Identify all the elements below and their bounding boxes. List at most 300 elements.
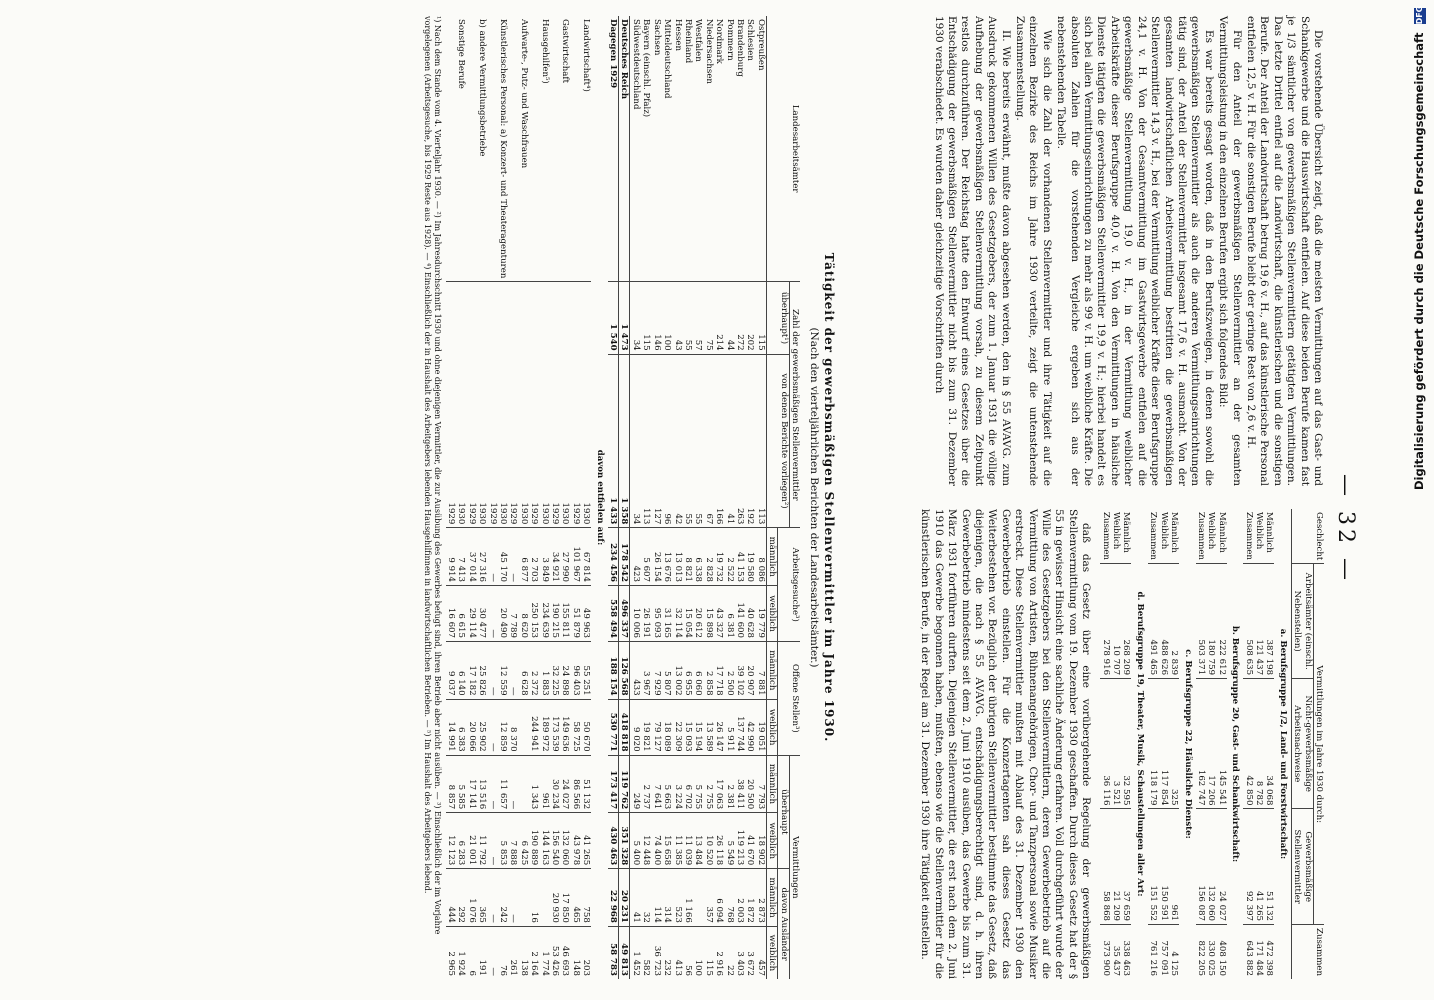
table-cell: 491 465 (1148, 564, 1158, 679)
group-title: d. Berufsgruppe 19, Theater, Musik, Schaustellungen aller Art: (1134, 591, 1145, 897)
table-cell: 4 125 (1169, 925, 1179, 979)
table-cell: 115 (703, 926, 713, 979)
table-row (1206, 509, 1216, 979)
breakdown-row (446, 16, 456, 979)
table-cell: 8 857 (446, 755, 456, 813)
table-row (641, 16, 651, 979)
breakdown-row (477, 16, 487, 979)
table-cell: 43 327 (714, 585, 724, 641)
table-row (1121, 509, 1131, 979)
table-cell: 1 076 (466, 869, 476, 927)
table-cell: 21 001 (466, 813, 476, 869)
table-cell: 22 968 (608, 869, 619, 927)
table-cell: 49 963 (581, 585, 591, 641)
table-cell: 465 (570, 869, 580, 927)
table-row (1158, 509, 1168, 979)
table-cell: 373 900 (1100, 925, 1110, 979)
dfg-logo: DFG (1414, 5, 1424, 25)
table-cell: — (508, 528, 518, 586)
table-cell: 25 826 (477, 642, 487, 700)
row-label: Dagegen 1929 (608, 16, 619, 282)
table-cell: 41 670 (745, 813, 755, 869)
table-cell: 582 (641, 926, 651, 979)
table-cell: 141 600 (735, 585, 745, 641)
table-cell: 1 924 (456, 926, 466, 979)
table-cell: 20 066 (466, 699, 476, 755)
left-paragraph: II. Wie bereits erwähnt, mußte davon abgesehen werden, den in § 55 AVAVG. zum Ausdruck gekommenen Willen des Gesetzgebers, der zum 1. Januar 1931 die völlige Aufhebung der gewerbsmäßigen Stellenvermittlung vorsah, zu diesem Zeitpunkt restlos durchzuführen. Der Reichstag hatte den Entwurf eines Gesetzes über die Entschädigung der gewerbsmäßigen Stellenvermittler nicht bis zum 31. Dezember 1930 verabschiedet. Es wurden daher gleichzeitige Vorschriften durch (932, 16, 1012, 486)
table-row (735, 16, 745, 979)
table-cell: 13 013 (672, 528, 682, 586)
table-cell: 7 888 (508, 813, 518, 869)
table-cell: 444 (446, 869, 456, 927)
table-cell: 171 484 (1254, 925, 1264, 979)
year-cell: 1929 (570, 282, 580, 528)
table-cell: 36 116 (1100, 679, 1110, 809)
table-cell: 191 (477, 926, 487, 979)
table-cell: 6 383 (456, 699, 466, 755)
row-label: Zusammen (1195, 512, 1206, 560)
table-cell: 12 859 (498, 699, 508, 755)
group-title-row (1227, 509, 1243, 979)
table-cell: 1 883 (539, 642, 549, 700)
table-cell: 51 879 (570, 585, 580, 641)
table-cell: 17 182 (466, 642, 476, 700)
table-cell: 32 (641, 869, 651, 927)
table-cell: 38 411 (735, 755, 745, 813)
year-cell: 1930 (456, 282, 466, 528)
table-cell: 114 (651, 869, 661, 927)
table-cell: 3 403 (735, 926, 745, 979)
table-cell: 17 206 (1206, 679, 1216, 809)
table-cell: 6 140 (456, 642, 466, 700)
table-cell: 20 930 (550, 869, 560, 927)
table-cell: 1 343 (529, 755, 539, 813)
col-m: männlich (766, 528, 777, 586)
table-cell: 15 093 (683, 699, 693, 755)
row-label: b) andere Vermittlungsbetriebe (477, 19, 488, 157)
table-cell: 7 929 (651, 642, 661, 700)
table-cell: 2 755 (703, 755, 713, 813)
breakdown-title-row (591, 16, 607, 979)
table-cell: 418 818 (619, 699, 630, 755)
table-cell: 214 (714, 282, 724, 354)
row-label: Künstlerisches Personal: a) Konzert- und Theateragenturen (498, 19, 509, 279)
table-cell: 43 978 (570, 813, 580, 869)
row-label: Gastwirtschaft (560, 19, 571, 84)
col-arbeitsgesuche: Arbeitsgesuche³) (778, 528, 800, 642)
col-arbeitsaemter: Arbeitsämter (einschl. Nebenstellen) (1291, 564, 1313, 679)
table-cell: 58 725 (570, 699, 580, 755)
col-m: männlich (766, 755, 777, 813)
col-berichte: von denen Berichte vorliegen²) (766, 354, 789, 528)
table-cell: 113 (641, 354, 651, 528)
table-cell: 22 (724, 926, 734, 979)
table-cell: 263 (735, 354, 745, 528)
table-cell: 27 990 (560, 528, 570, 586)
table-cell: 2 828 (703, 528, 713, 586)
table-cell: 34 068 (1264, 679, 1274, 809)
table-cell: 12 123 (446, 813, 456, 869)
table-cell: 92 397 (1243, 809, 1253, 925)
table-cell: 365 (477, 869, 487, 927)
table-cell: 192 (745, 354, 755, 528)
table-cell: 2 164 (529, 926, 539, 979)
table-cell: 53 426 (550, 926, 560, 979)
table-cell: 413 (672, 926, 682, 979)
table-row (1111, 509, 1121, 979)
left-column (930, 16, 1324, 486)
table-cell: 6 877 (518, 528, 528, 586)
table-cell: 20 231 (619, 869, 630, 927)
table-cell: 127 (651, 354, 661, 528)
row-label (570, 16, 580, 282)
table-cell: 9 914 (446, 528, 456, 586)
table-cell: 137 744 (735, 699, 745, 755)
row-label: Weiblich (1206, 512, 1217, 550)
table-cell: 3 967 (641, 642, 651, 700)
table-cell: 24 027 (560, 755, 570, 813)
table-cell: 6 (466, 926, 476, 979)
table-cell: 1 358 (619, 354, 630, 528)
table-cell: 6 338 (693, 528, 703, 586)
table-cell: 26 118 (714, 813, 724, 869)
table-cell: 19 779 (755, 585, 766, 641)
col-lab: Landesarbeitsämter (766, 16, 800, 282)
table-cell: 11 792 (477, 813, 487, 869)
sum-row (608, 16, 619, 979)
group-title: b. Berufsgruppe 20, Gast- und Schankwirtschaft: (1230, 625, 1241, 863)
table-cell: 503 371 (1196, 564, 1206, 679)
table-cell: 13 002 (672, 642, 682, 700)
row-label: Männlich (1264, 512, 1275, 553)
table-cell: — (487, 869, 497, 927)
col-ueberhaupt: überhaupt¹) (766, 282, 789, 354)
row-label: Hausgehilfen⁵) (539, 19, 550, 84)
table-cell: 17 063 (714, 755, 724, 813)
table-cell: 6 615 (456, 585, 466, 641)
table-cell: 145 541 (1216, 679, 1226, 809)
table-row (724, 16, 734, 979)
table-cell: 74 400 (651, 813, 661, 869)
table-cell: 11 385 (672, 813, 682, 869)
row-label: Sonstige Berufe (456, 19, 467, 89)
table-cell: 1 872 (745, 869, 755, 927)
breakdown-title: davon entfielen auf: (594, 449, 605, 546)
breakdown-row (466, 16, 476, 979)
table-cell: 101 967 (570, 528, 580, 586)
table-cell: 7 881 (755, 642, 766, 700)
table-cell: — (508, 869, 518, 927)
table-cell: 2 916 (714, 926, 724, 979)
table-cell: 387 198 (1264, 564, 1274, 679)
table-cell: 5 585 (456, 755, 466, 813)
table-cell: 30 234 (550, 755, 560, 813)
table-cell: 79 127 (651, 699, 661, 755)
breakdown-row (570, 16, 580, 979)
table-row (683, 16, 693, 979)
table-cell: 42 (672, 354, 682, 528)
breakdown-row (508, 16, 518, 979)
row-label: Niedersachsen (703, 19, 714, 84)
table-cell: 34 (630, 354, 641, 528)
table-cell: 234 456 (608, 528, 619, 586)
table-cell: — (487, 699, 497, 755)
table-cell: 115 (755, 282, 766, 354)
table-cell: 132 060 (560, 813, 570, 869)
breakdown-row (539, 16, 549, 979)
year-cell: 1929 (529, 282, 539, 528)
table-cell: 508 635 (1243, 564, 1253, 679)
row-label: Bayern (einschl. Pfalz) (641, 19, 652, 118)
table-cell: 430 463 (608, 813, 619, 869)
table-cell: 488 626 (1158, 564, 1168, 679)
table-cell: 31 165 (662, 585, 672, 641)
table-cell: 19 580 (745, 528, 755, 586)
table-cell: 156 087 (1196, 809, 1206, 925)
table-cell: 202 (745, 282, 755, 354)
table-cell (518, 869, 528, 927)
table-cell: 11 657 (498, 755, 508, 813)
table-cell (539, 869, 549, 927)
table-cell: 278 916 (1100, 564, 1110, 679)
table-cell: 3 224 (672, 755, 682, 813)
row-label: Schlesien (745, 19, 756, 61)
table-cell: 7 413 (456, 528, 466, 586)
table-cell: 12 448 (641, 813, 651, 869)
table-cell: 7 641 (651, 755, 661, 813)
table-cell: 6 628 (518, 642, 528, 700)
table-cell: 8 821 (683, 528, 693, 586)
table-cell: 20 500 (745, 755, 755, 813)
credit-text: Digitalisierung gefördert durch die Deutsche Forschungsgemeinschaft (1412, 32, 1426, 490)
col-geschlecht: Geschlecht (1291, 509, 1324, 564)
taetigkeit-body (446, 16, 767, 979)
year-cell: 1930 (581, 282, 591, 528)
table-cell: 58 783 (608, 926, 619, 979)
table-cell: 2 737 (641, 755, 651, 813)
table-cell: 96 (662, 354, 672, 528)
table-cell: 45 170 (498, 528, 508, 586)
table-cell: 6 381 (724, 585, 734, 641)
col-vermittlungen: Vermittlungen (789, 755, 800, 979)
breakdown-row (529, 16, 539, 979)
table-row (1100, 509, 1110, 979)
table-cell: 173 417 (608, 755, 619, 813)
table-cell: 121 437 (1254, 564, 1264, 679)
group-title-row (1274, 509, 1291, 979)
table-cell: 15 054 (683, 585, 693, 641)
table-cell: 55 (683, 282, 693, 354)
table-cell: 1 452 (630, 926, 641, 979)
col-header-main: Vermittlungen im Jahre 1930 durch: (1313, 564, 1324, 925)
table-cell: 457 (755, 926, 766, 979)
group-title: a. Berufsgruppe 1/2, Land- und Forstwirtschaft: (1277, 628, 1288, 860)
table-cell: 12 559 (498, 642, 508, 700)
table-cell: 100 (662, 282, 672, 354)
row-label: Zusammen (1148, 512, 1159, 560)
table-cell: — (508, 642, 518, 700)
table-cell: 34 (630, 282, 641, 354)
table-cell: 1 473 (619, 282, 630, 354)
table-cell: — (487, 813, 497, 869)
group-title: c. Berufsgruppe 22, Häusliche Dienste: (1182, 649, 1193, 839)
table-cell: 203 (581, 926, 591, 979)
table-cell: 100 (693, 926, 703, 979)
table-cell: 25 902 (477, 699, 487, 755)
year-cell: 1929 (487, 282, 497, 528)
table-cell: 50 670 (581, 699, 591, 755)
footnote: ¹) Nach dem Stande vom 4. Vierteljahr 1930. — ²) Im Jahresdurchschnitt 1930 und ohne diejenigen Vermittler, die zur Ausübung des Gewerbes befugt sind, ihren Betrieb aber nicht ausüben. — ³) Einschließlich der im Vorjahre vorgelegenen (Arbeitsgesuche, bis 1929 Reste aus 1928). — ⁴) Einschließlich der in Haushalt des Arbeitgebers lebenden Hausgehilfinnen in landwirtschaftlichen Betrieben. — ⁵) Im Haushalt des Arbeitgebers lebend. (422, 16, 442, 935)
table-cell: 17 141 (466, 755, 476, 813)
group-title-row (1132, 509, 1148, 979)
table-cell: 18 902 (755, 813, 766, 869)
table-cell: 232 (662, 926, 672, 979)
table-cell: 330 025 (1206, 925, 1216, 979)
table-row (672, 16, 682, 979)
table-cell: 10 707 (1111, 564, 1121, 679)
table-cell: 2 003 (735, 869, 745, 927)
table-cell: 22 309 (672, 699, 682, 755)
table-cell: 5 607 (641, 528, 651, 586)
table-cell: 961 (1169, 809, 1179, 925)
table-cell: 20 612 (693, 585, 703, 641)
table-cell: 144 163 (539, 813, 549, 869)
table-cell: 166 (714, 354, 724, 528)
table-row (1254, 509, 1264, 979)
table-cell: 1 166 (683, 869, 693, 927)
table-cell: 822 205 (1196, 925, 1206, 979)
table-row (1148, 509, 1158, 979)
table-cell: 16 (529, 869, 539, 927)
table-row (714, 16, 724, 979)
table-row (662, 16, 672, 979)
table-cell: 29 114 (466, 585, 476, 641)
breakdown-row (518, 16, 528, 979)
table-cell: 6 283 (456, 813, 466, 869)
row-label: Zusammen (1100, 512, 1111, 560)
table-cell: 9 037 (446, 642, 456, 700)
year-cell: 1930 (477, 282, 487, 528)
table-cell: 149 636 (560, 699, 570, 755)
table-cell: 5 807 (662, 642, 672, 700)
table-cell: 5 911 (724, 699, 734, 755)
col-gewerbs: Gewerbsmäßige Stellenvermittler (1291, 809, 1313, 925)
sum-row (619, 16, 630, 979)
table-cell: 2 858 (703, 642, 713, 700)
row-label (466, 16, 476, 282)
table-cell: 119 762 (619, 755, 630, 813)
table-cell: 117 854 (1158, 679, 1168, 809)
row-label (508, 16, 518, 282)
table-cell: 7 789 (508, 585, 518, 641)
row-label: Männlich (1169, 512, 1180, 553)
table-cell: 188 154 (608, 642, 619, 700)
table-cell: 26 147 (714, 699, 724, 755)
breakdown-row (550, 16, 560, 979)
table-cell: — (508, 755, 518, 813)
table-cell: 148 (570, 926, 580, 979)
table-cell: 32 225 (550, 642, 560, 700)
row-label (529, 16, 539, 282)
table-cell: 51 132 (581, 755, 591, 813)
row-label: Ostpreußen (755, 19, 766, 71)
vermittlungen-table (1100, 509, 1324, 979)
table-cell: 2 839 (1169, 564, 1179, 679)
table-cell: 56 (683, 926, 693, 979)
table-cell: 13 484 (693, 813, 703, 869)
table-cell: 27 316 (477, 528, 487, 586)
table-cell: 43 (672, 282, 682, 354)
left-paragraph: Für den Anteil der gewerbsmäßigen Stellenvermittler an der gesamten Vermittlungsleistung in den einzelnen Berufen ergibt sich folgendes Bild: (1217, 16, 1243, 486)
table-cell: 5 755 (693, 755, 703, 813)
table-cell: 44 (724, 282, 734, 354)
table-row (703, 16, 713, 979)
table-title: Tätigkeit der gewerbsmäßigen Stellenvermittler im Jahre 1930. (822, 252, 836, 743)
table-subtitle: (Nach den vierteljährlichen Berichten der Landesarbeitsämter.) (808, 327, 820, 668)
row-label: Landwirtschaft⁴) (581, 19, 592, 92)
table-cell: 758 (581, 869, 591, 927)
year-cell: 1930 (498, 282, 508, 528)
table-cell: 13 516 (477, 755, 487, 813)
table-row (1169, 509, 1179, 979)
table-cell (693, 869, 703, 927)
rotated-book-page (78, 4, 1364, 994)
row-label: Mitteldeutschland (662, 19, 673, 99)
taetigkeit-table (446, 16, 800, 979)
table-cell: — (487, 755, 497, 813)
table-cell: 37 659 (1121, 809, 1131, 925)
table-cell: 190 215 (550, 585, 560, 641)
row-label (446, 16, 456, 282)
table-cell: 2 965 (446, 926, 456, 979)
table-cell: 9 020 (630, 699, 641, 755)
right-column (917, 509, 1324, 979)
table-row (1196, 509, 1206, 979)
table-cell: 14 991 (446, 699, 456, 755)
col-ueberhaupt2: überhaupt (778, 755, 789, 869)
table-cell: 13 676 (662, 528, 672, 586)
table-row (745, 16, 755, 979)
table-cell: 118 179 (1148, 679, 1158, 809)
table-cell: 2 873 (755, 869, 766, 927)
table-cell: 156 540 (550, 813, 560, 869)
table-cell: — (487, 528, 497, 586)
table-row (651, 16, 661, 979)
col-ausland: davon Ausländer (778, 869, 789, 979)
bottom-table-section (422, 16, 844, 979)
table-cell: 6 425 (518, 813, 528, 869)
breakdown-row (581, 16, 591, 979)
table-cell: 58 868 (1100, 809, 1110, 925)
year-cell: 1930 (560, 282, 570, 528)
table-cell: 3 672 (745, 926, 755, 979)
table-cell: 146 (651, 282, 661, 354)
table-cell: 2 522 (724, 528, 734, 586)
table-cell: 42 850 (1243, 679, 1253, 809)
table-cell: 178 542 (619, 528, 630, 586)
table-cell (518, 755, 528, 813)
table-row (755, 16, 766, 979)
table-cell: 761 216 (1148, 925, 1158, 979)
table-cell: 8 782 (1254, 679, 1264, 809)
table-cell: 46 693 (560, 926, 570, 979)
table-cell: 96 403 (570, 642, 580, 700)
year-cell: 1930 (518, 282, 528, 528)
table-cell: 126 568 (619, 642, 630, 700)
table-cell: 2 372 (529, 642, 539, 700)
table-cell: 472 398 (1264, 925, 1274, 979)
table-cell: 75 (703, 282, 713, 354)
